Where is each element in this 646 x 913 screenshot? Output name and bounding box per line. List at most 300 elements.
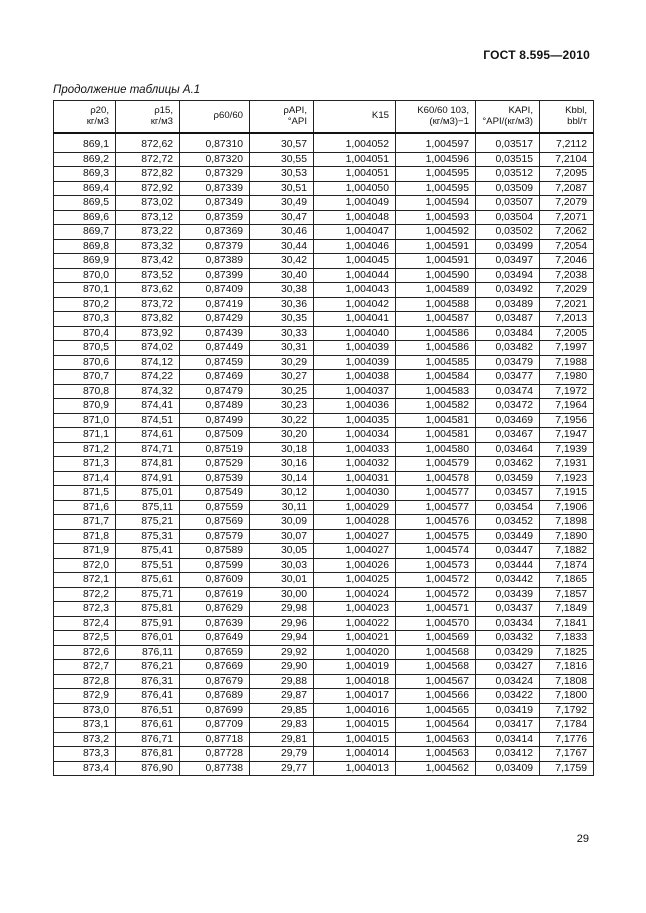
table-cell: 7,1956: [540, 413, 594, 428]
table-cell: 1,004566: [396, 689, 476, 704]
table-cell: 873,22: [116, 225, 180, 240]
table-cell: 30,35: [250, 312, 314, 327]
table-cell: 1,004028: [314, 515, 396, 530]
table-cell: 1,004588: [396, 297, 476, 312]
table-cell: 869,4: [54, 181, 116, 196]
column-header: [540, 101, 594, 134]
table-cell: 1,004048: [314, 210, 396, 225]
column-header: [314, 101, 396, 134]
table-row: [54, 558, 594, 573]
table-cell: 873,52: [116, 268, 180, 283]
table-cell: 871,9: [54, 544, 116, 559]
table-cell: 876,41: [116, 689, 180, 704]
table-cell: 1,004581: [396, 413, 476, 428]
table-cell: 0,87539: [180, 471, 250, 486]
column-header-line1: KAPI,: [508, 105, 533, 116]
table-row: [54, 370, 594, 385]
table-cell: 1,004577: [396, 500, 476, 515]
table-cell: 0,87459: [180, 355, 250, 370]
document-code: ГОСТ 8.595—2010: [483, 48, 590, 62]
table-cell: 876,61: [116, 718, 180, 733]
table-cell: 876,01: [116, 631, 180, 646]
table-cell: 0,03414: [476, 732, 540, 747]
table-row: [54, 196, 594, 211]
table-cell: 1,004572: [396, 587, 476, 602]
table-cell: 0,87439: [180, 326, 250, 341]
table-cell: 876,11: [116, 645, 180, 660]
table-cell: 874,32: [116, 384, 180, 399]
table-cell: 870,4: [54, 326, 116, 341]
table-row: [54, 413, 594, 428]
table-cell: 7,2095: [540, 167, 594, 182]
table-cell: 872,9: [54, 689, 116, 704]
table-header: [54, 101, 594, 134]
table-cell: 7,2005: [540, 326, 594, 341]
table-cell: 0,87449: [180, 341, 250, 356]
table-row: [54, 326, 594, 341]
table-cell: 875,01: [116, 486, 180, 501]
table-cell: 1,004043: [314, 283, 396, 298]
table-cell: 1,004575: [396, 529, 476, 544]
table-cell: 1,004578: [396, 471, 476, 486]
table-cell: 1,004044: [314, 268, 396, 283]
table-cell: 0,87419: [180, 297, 250, 312]
table-cell: 876,90: [116, 761, 180, 776]
table-cell: 876,51: [116, 703, 180, 718]
table-cell: 0,03502: [476, 225, 540, 240]
table-cell: 0,03509: [476, 181, 540, 196]
table-cell: 29,85: [250, 703, 314, 718]
table-cell: 30,57: [250, 133, 314, 152]
table-cell: 873,02: [116, 196, 180, 211]
table-row: [54, 210, 594, 225]
table-cell: 872,4: [54, 616, 116, 631]
table-cell: 872,62: [116, 133, 180, 152]
table-cell: 1,004595: [396, 167, 476, 182]
table-cell: 871,5: [54, 486, 116, 501]
table-cell: 7,1808: [540, 674, 594, 689]
table-cell: 1,004572: [396, 573, 476, 588]
table-cell: 876,21: [116, 660, 180, 675]
table-cell: 874,41: [116, 399, 180, 414]
table-cell: 1,004574: [396, 544, 476, 559]
table-cell: 869,5: [54, 196, 116, 211]
column-header-line1: ρAPI,: [283, 105, 307, 116]
table-cell: 0,87469: [180, 370, 250, 385]
table-cell: 30,36: [250, 297, 314, 312]
table-cell: 0,87479: [180, 384, 250, 399]
table-cell: 873,42: [116, 254, 180, 269]
table-cell: 875,21: [116, 515, 180, 530]
table-cell: 30,12: [250, 486, 314, 501]
table-row: [54, 747, 594, 762]
table-cell: 1,004582: [396, 399, 476, 414]
table-cell: 7,1980: [540, 370, 594, 385]
table-cell: 0,03489: [476, 297, 540, 312]
table-row: [54, 152, 594, 167]
table-cell: 872,2: [54, 587, 116, 602]
table-cell: 0,87649: [180, 631, 250, 646]
table-cell: 30,16: [250, 457, 314, 472]
table-cell: 0,03457: [476, 486, 540, 501]
table-cell: 0,03512: [476, 167, 540, 182]
data-table: [53, 100, 594, 776]
table-cell: 29,77: [250, 761, 314, 776]
table-cell: 874,81: [116, 457, 180, 472]
table-cell: 1,004032: [314, 457, 396, 472]
table-cell: 0,87559: [180, 500, 250, 515]
table-cell: 870,0: [54, 268, 116, 283]
table-cell: 0,03437: [476, 602, 540, 617]
table-cell: 1,004568: [396, 645, 476, 660]
table-cell: 1,004021: [314, 631, 396, 646]
table-cell: 1,004564: [396, 718, 476, 733]
table-cell: 870,7: [54, 370, 116, 385]
table-cell: 875,31: [116, 529, 180, 544]
table-cell: 1,004587: [396, 312, 476, 327]
table-row: [54, 515, 594, 530]
table-cell: 7,1874: [540, 558, 594, 573]
table-row: [54, 500, 594, 515]
table-cell: 30,22: [250, 413, 314, 428]
table-cell: 1,004023: [314, 602, 396, 617]
table-cell: 1,004035: [314, 413, 396, 428]
table-cell: 873,0: [54, 703, 116, 718]
table-row: [54, 471, 594, 486]
table-cell: 0,87310: [180, 133, 250, 152]
table-cell: 875,51: [116, 558, 180, 573]
table-row: [54, 283, 594, 298]
table-cell: 7,1759: [540, 761, 594, 776]
table-cell: 1,004569: [396, 631, 476, 646]
table-cell: 0,03479: [476, 355, 540, 370]
table-cell: 869,9: [54, 254, 116, 269]
table-row: [54, 689, 594, 704]
table-cell: 869,2: [54, 152, 116, 167]
table-cell: 1,004050: [314, 181, 396, 196]
column-header: [54, 101, 116, 134]
table-cell: 874,12: [116, 355, 180, 370]
table-cell: 0,03482: [476, 341, 540, 356]
table-cell: 1,004031: [314, 471, 396, 486]
table-row: [54, 167, 594, 182]
table-row: [54, 384, 594, 399]
table-cell: 875,41: [116, 544, 180, 559]
table-cell: 870,8: [54, 384, 116, 399]
table-cell: 30,55: [250, 152, 314, 167]
table-cell: 873,1: [54, 718, 116, 733]
table-cell: 1,004571: [396, 602, 476, 617]
table-row: [54, 587, 594, 602]
table-cell: 0,03499: [476, 239, 540, 254]
column-header-line1: ρ60/60: [213, 110, 243, 122]
table-cell: 30,33: [250, 326, 314, 341]
table-cell: 0,03494: [476, 268, 540, 283]
table-cell: 874,02: [116, 341, 180, 356]
table-cell: 1,004019: [314, 660, 396, 675]
table-cell: 0,03412: [476, 747, 540, 762]
table-cell: 30,23: [250, 399, 314, 414]
table-cell: 7,1792: [540, 703, 594, 718]
table-cell: 29,92: [250, 645, 314, 660]
table-cell: 1,004013: [314, 761, 396, 776]
table-caption: Продолжение таблицы А.1: [53, 84, 201, 96]
table-cell: 1,004049: [314, 196, 396, 211]
table-cell: 1,004027: [314, 544, 396, 559]
table-cell: 0,87489: [180, 399, 250, 414]
table-cell: 0,87369: [180, 225, 250, 240]
table-cell: 869,8: [54, 239, 116, 254]
table-cell: 7,1857: [540, 587, 594, 602]
table-cell: 0,03454: [476, 500, 540, 515]
table-cell: 7,1825: [540, 645, 594, 660]
table-cell: 872,5: [54, 631, 116, 646]
table-cell: 7,1882: [540, 544, 594, 559]
table-cell: 1,004015: [314, 732, 396, 747]
table-cell: 7,1964: [540, 399, 594, 414]
table-cell: 0,03487: [476, 312, 540, 327]
table-cell: 1,004592: [396, 225, 476, 240]
table-cell: 29,88: [250, 674, 314, 689]
table-cell: 1,004051: [314, 152, 396, 167]
table-cell: 30,03: [250, 558, 314, 573]
table-cell: 0,87529: [180, 457, 250, 472]
table-row: [54, 254, 594, 269]
table-cell: 0,03467: [476, 428, 540, 443]
table-cell: 0,03442: [476, 573, 540, 588]
table-cell: 0,87389: [180, 254, 250, 269]
table-row: [54, 703, 594, 718]
table-cell: 0,03464: [476, 442, 540, 457]
table-cell: 872,7: [54, 660, 116, 675]
table-body: [54, 133, 594, 776]
table-cell: 1,004015: [314, 718, 396, 733]
table-cell: 1,004024: [314, 587, 396, 602]
table-cell: 7,2112: [540, 133, 594, 152]
table-cell: 1,004040: [314, 326, 396, 341]
table-cell: 1,004034: [314, 428, 396, 443]
table-cell: 872,92: [116, 181, 180, 196]
table-cell: 0,87609: [180, 573, 250, 588]
table-cell: 871,2: [54, 442, 116, 457]
table-cell: 1,004591: [396, 239, 476, 254]
table-cell: 1,004047: [314, 225, 396, 240]
column-header: [476, 101, 540, 134]
table-cell: 0,87379: [180, 239, 250, 254]
table-cell: 0,87320: [180, 152, 250, 167]
table-cell: 7,1997: [540, 341, 594, 356]
table-cell: 0,03477: [476, 370, 540, 385]
table-row: [54, 718, 594, 733]
table-cell: 0,03472: [476, 399, 540, 414]
table-cell: 1,004041: [314, 312, 396, 327]
table-cell: 0,87728: [180, 747, 250, 762]
table-cell: 1,004022: [314, 616, 396, 631]
table-cell: 1,004027: [314, 529, 396, 544]
table-cell: 7,1898: [540, 515, 594, 530]
table-cell: 7,1767: [540, 747, 594, 762]
table-cell: 0,03469: [476, 413, 540, 428]
table-cell: 0,87619: [180, 587, 250, 602]
table-cell: 7,1776: [540, 732, 594, 747]
table-cell: 0,87329: [180, 167, 250, 182]
table-cell: 1,004030: [314, 486, 396, 501]
table-cell: 7,1890: [540, 529, 594, 544]
table-cell: 1,004586: [396, 341, 476, 356]
table-cell: 30,27: [250, 370, 314, 385]
table-cell: 30,46: [250, 225, 314, 240]
table-cell: 872,8: [54, 674, 116, 689]
column-header: [396, 101, 476, 134]
table-cell: 1,004042: [314, 297, 396, 312]
table-cell: 869,6: [54, 210, 116, 225]
table-cell: 870,2: [54, 297, 116, 312]
table-cell: 871,3: [54, 457, 116, 472]
table-row: [54, 312, 594, 327]
table-cell: 30,05: [250, 544, 314, 559]
table-cell: 872,1: [54, 573, 116, 588]
table-cell: 872,6: [54, 645, 116, 660]
table-cell: 29,83: [250, 718, 314, 733]
table-cell: 0,87669: [180, 660, 250, 675]
table-cell: 7,1816: [540, 660, 594, 675]
table-cell: 30,07: [250, 529, 314, 544]
table-cell: 7,1841: [540, 616, 594, 631]
column-header-line1: ρ20,: [90, 105, 109, 116]
table-cell: 1,004567: [396, 674, 476, 689]
table-cell: 876,31: [116, 674, 180, 689]
table-cell: 1,004016: [314, 703, 396, 718]
table-cell: 0,87399: [180, 268, 250, 283]
table-cell: 874,71: [116, 442, 180, 457]
table-cell: 1,004581: [396, 428, 476, 443]
table-cell: 0,87509: [180, 428, 250, 443]
table-cell: 7,2038: [540, 268, 594, 283]
table-cell: 873,82: [116, 312, 180, 327]
header-row: [54, 101, 594, 134]
table-cell: 1,004585: [396, 355, 476, 370]
table-cell: 0,87349: [180, 196, 250, 211]
table-row: [54, 341, 594, 356]
table-cell: 29,87: [250, 689, 314, 704]
table-row: [54, 486, 594, 501]
column-header-line1: K60/60 103,: [417, 105, 469, 116]
table-cell: 30,44: [250, 239, 314, 254]
table-cell: 0,03427: [476, 660, 540, 675]
table-cell: 1,004594: [396, 196, 476, 211]
table-row: [54, 674, 594, 689]
table-row: [54, 529, 594, 544]
table-cell: 30,00: [250, 587, 314, 602]
table-cell: 875,81: [116, 602, 180, 617]
table-cell: 873,62: [116, 283, 180, 298]
table-cell: 1,004583: [396, 384, 476, 399]
column-header: [116, 101, 180, 134]
table-cell: 0,87699: [180, 703, 250, 718]
table-cell: 1,004589: [396, 283, 476, 298]
table-cell: 1,004029: [314, 500, 396, 515]
table-cell: 0,03492: [476, 283, 540, 298]
table-cell: 0,03497: [476, 254, 540, 269]
table-cell: 29,81: [250, 732, 314, 747]
table-cell: 1,004018: [314, 674, 396, 689]
table-cell: 871,6: [54, 500, 116, 515]
table-cell: 873,72: [116, 297, 180, 312]
table-cell: 873,4: [54, 761, 116, 776]
table-cell: 0,03474: [476, 384, 540, 399]
table-cell: 872,72: [116, 152, 180, 167]
table-cell: 1,004576: [396, 515, 476, 530]
table-row: [54, 732, 594, 747]
table-cell: 7,1784: [540, 718, 594, 733]
table-cell: 1,004037: [314, 384, 396, 399]
table-cell: 0,87429: [180, 312, 250, 327]
table-cell: 1,004052: [314, 133, 396, 152]
column-header: [250, 101, 314, 134]
table-cell: 7,2029: [540, 283, 594, 298]
table-cell: 30,53: [250, 167, 314, 182]
page-number: 29: [576, 833, 589, 845]
table-cell: 7,2054: [540, 239, 594, 254]
table-cell: 30,42: [250, 254, 314, 269]
table-cell: 873,2: [54, 732, 116, 747]
table-row: [54, 268, 594, 283]
table-cell: 1,004580: [396, 442, 476, 457]
table-cell: 1,004039: [314, 355, 396, 370]
table-cell: 30,20: [250, 428, 314, 443]
table-cell: 7,1947: [540, 428, 594, 443]
table-row: [54, 181, 594, 196]
table-cell: 30,38: [250, 283, 314, 298]
table-cell: 0,87589: [180, 544, 250, 559]
table-cell: 875,91: [116, 616, 180, 631]
table-row: [54, 660, 594, 675]
table-cell: 870,9: [54, 399, 116, 414]
table-cell: 0,87679: [180, 674, 250, 689]
table-cell: 29,94: [250, 631, 314, 646]
table-row: [54, 225, 594, 240]
table-cell: 7,2087: [540, 181, 594, 196]
table-cell: 0,87579: [180, 529, 250, 544]
table-cell: 873,12: [116, 210, 180, 225]
table-cell: 875,11: [116, 500, 180, 515]
table-row: [54, 297, 594, 312]
table-cell: 870,6: [54, 355, 116, 370]
table-row: [54, 573, 594, 588]
table-cell: 7,2046: [540, 254, 594, 269]
column-header-line1: Kbbl,: [565, 105, 587, 116]
table-row: [54, 442, 594, 457]
column-header-line1: K15: [371, 110, 389, 122]
table-cell: 1,004025: [314, 573, 396, 588]
table-cell: 30,49: [250, 196, 314, 211]
table-cell: 869,3: [54, 167, 116, 182]
table-cell: 30,51: [250, 181, 314, 196]
table-cell: 1,004039: [314, 341, 396, 356]
table-cell: 30,47: [250, 210, 314, 225]
table-cell: 29,98: [250, 602, 314, 617]
table-cell: 874,51: [116, 413, 180, 428]
table-cell: 30,40: [250, 268, 314, 283]
table-cell: 1,004577: [396, 486, 476, 501]
table-cell: 876,81: [116, 747, 180, 762]
table-cell: 871,8: [54, 529, 116, 544]
table-cell: 875,61: [116, 573, 180, 588]
table-cell: 1,004026: [314, 558, 396, 573]
table-cell: 873,92: [116, 326, 180, 341]
table-row: [54, 239, 594, 254]
table-cell: 7,2062: [540, 225, 594, 240]
